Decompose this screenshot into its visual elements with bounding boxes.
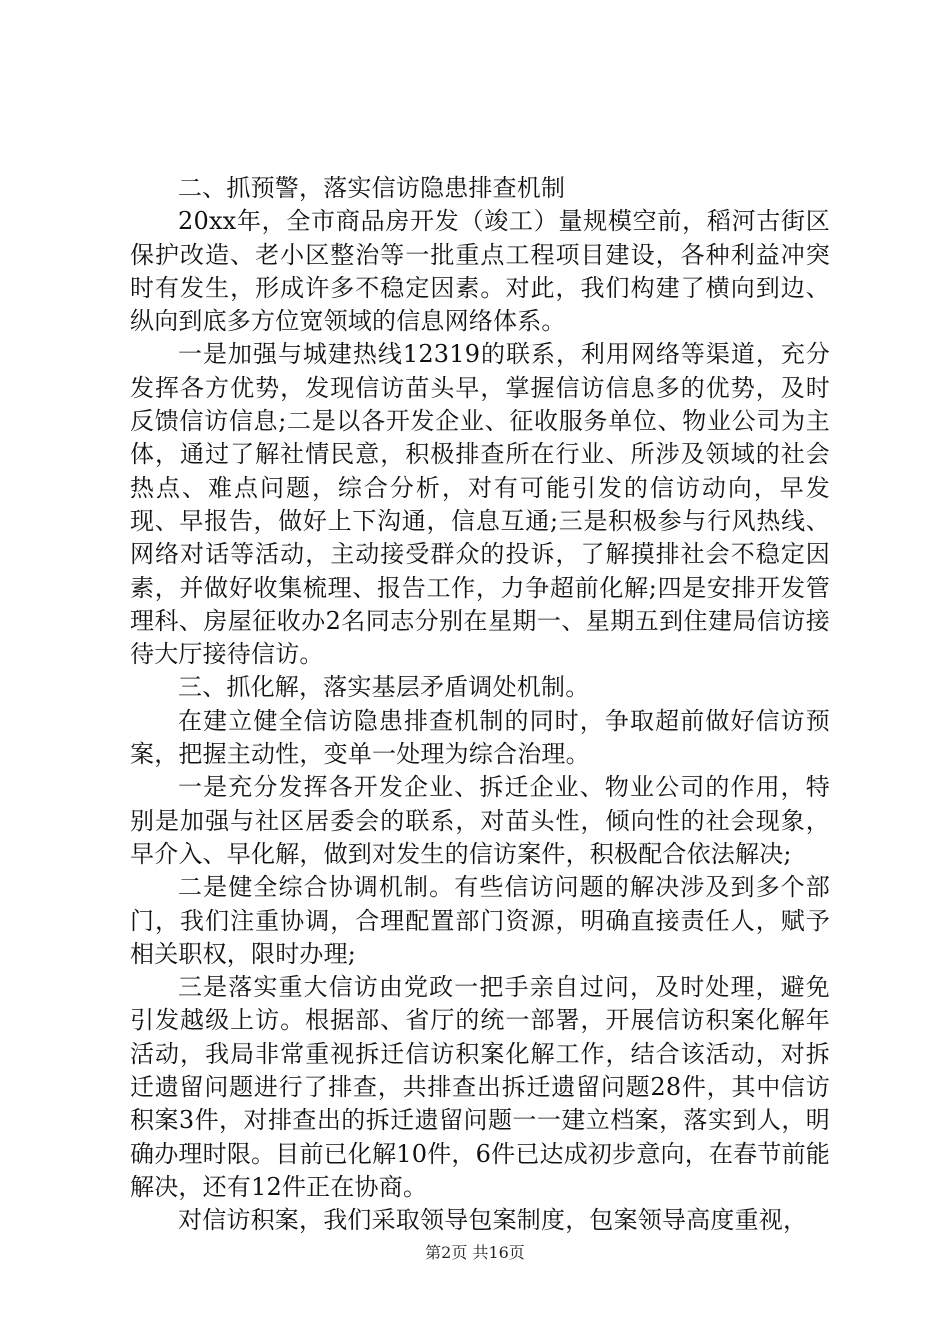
paragraph: 在建立健全信访隐患排查机制的同时，争取超前做好信访预案，把握主动性，变单一处理为综合治理。 xyxy=(130,706,830,769)
page-number: 第2页 共16页 xyxy=(425,1243,525,1262)
paragraph: 20xx年，全市商品房开发（竣工）量规模空前，稻河古街区保护改造、老小区整治等一批重点工程项目建设，各种利益冲突时有发生，形成许多不稳定因素。对此，我们构建了横向到边、纵向到底多方位宽领域的信息网络体系。 xyxy=(130,207,830,336)
section-heading-3: 三、抓化解，落实基层矛盾调处机制。 xyxy=(178,673,590,702)
paragraph: 二是健全综合协调机制。有些信访问题的解决涉及到多个部门，我们注重协调，合理配置部门资源，明确直接责任人，赋予相关职权，限时办理; xyxy=(130,873,830,968)
page-footer xyxy=(0,1243,950,1263)
paragraph: 一是充分发挥各开发企业、拆迁企业、物业公司的作用，特别是加强与社区居委会的联系，对苗头性，倾向性的社会现象，早介入、早化解，做到对发生的信访案件，积极配合依法解决; xyxy=(130,773,830,868)
paragraph: 三是落实重大信访由党政一把手亲自过问，及时处理，避免引发越级上访。根据部、省厅的统一部署，开展信访积案化解年活动，我局非常重视拆迁信访积案化解工作，结合该活动，对拆迁遗留问题进行了排查，共排查出拆迁遗留问题28件，其中信访积案3件，对排查出的拆迁遗留问题一一建立档案，落实到人，明确办理时限。目前已化解10件，6件已达成初步意向，在春节前能解决，还有12件正在协商。 xyxy=(130,973,830,1201)
section-heading-2: 二、抓预警，落实信访隐患排查机制 xyxy=(178,174,566,202)
paragraph: 一是加强与城建热线12319的联系，利用网络等渠道，充分发挥各方优势，发现信访苗头早，掌握信访信息多的优势，及时反馈信访信息;二是以各开发企业、征收服务单位、物业公司为主体，通过了解社情民意，积极排查所在行业、所涉及领域的社会热点、难点问题，综合分析，对有可能引发的信访动向，早发现、早报告，做好上下沟通，信息互通;三是积极参与行风热线、网络对话等活动，主动接受群众的投诉，了解摸排社会不稳定因素，并做好收集梳理、报告工作，力争超前化解;四是安排开发管理科、房屋征收办2名同志分别在星期一、星期五到住建局信访接待大厅接待信访。 xyxy=(130,340,830,669)
document-body xyxy=(130,172,830,1238)
paragraph: 对信访积案，我们采取领导包案制度，包案领导高度重视， xyxy=(178,1206,808,1235)
